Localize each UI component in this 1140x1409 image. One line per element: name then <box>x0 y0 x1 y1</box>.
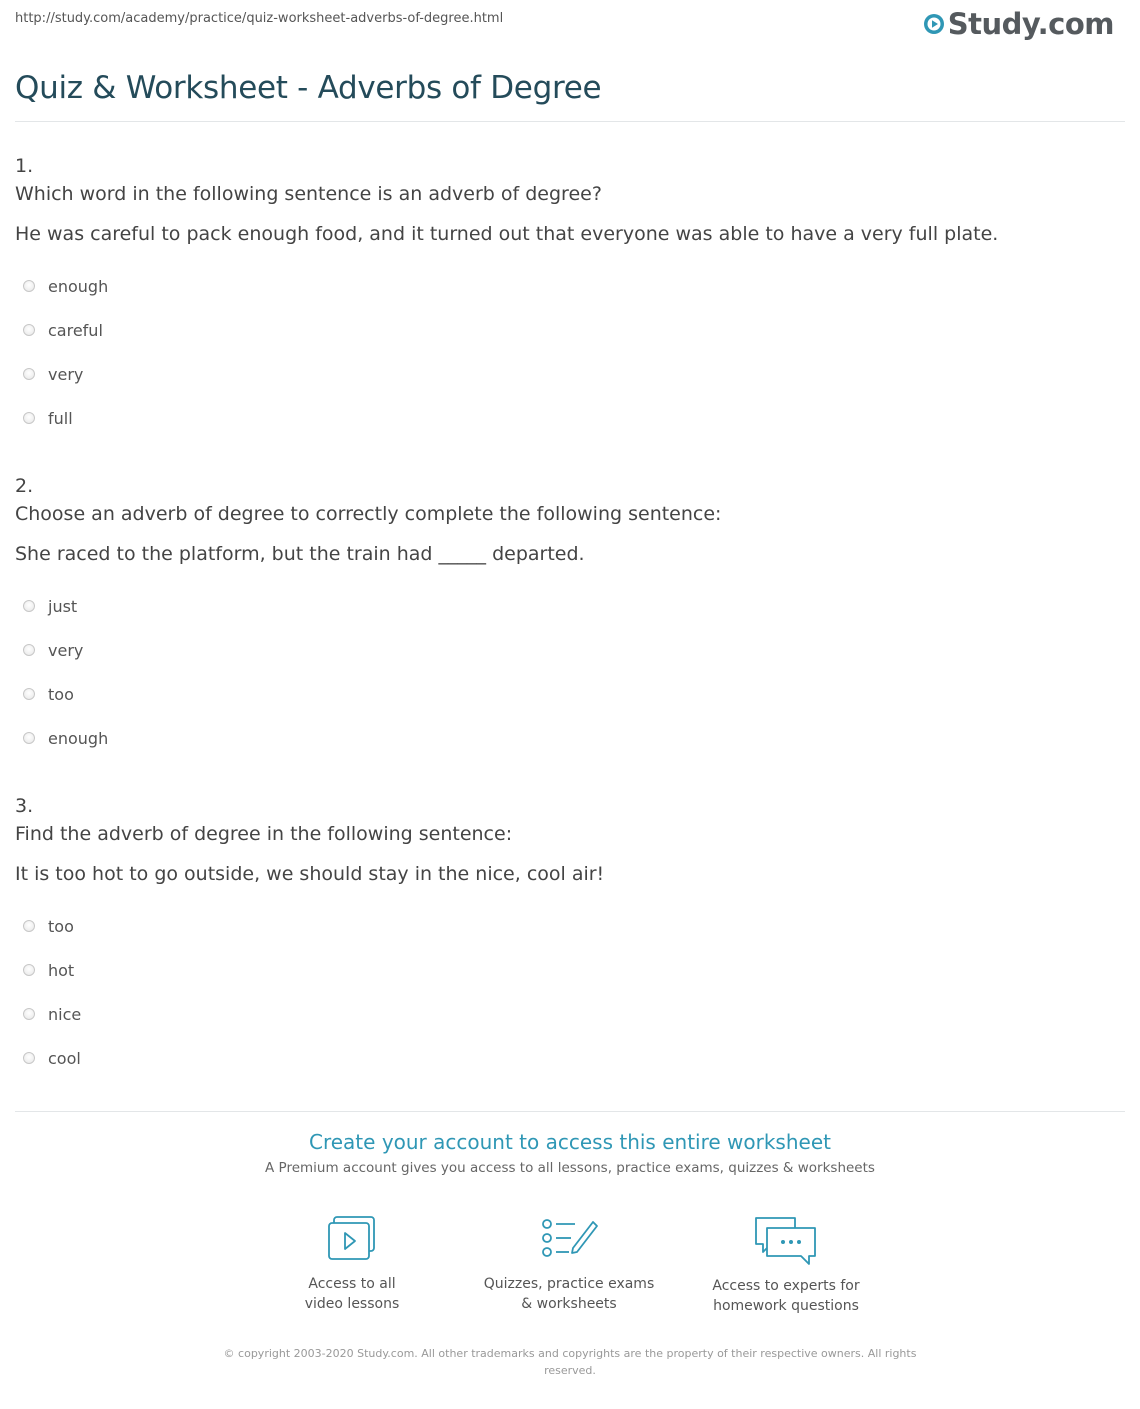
question-3 <box>15 794 1125 1080</box>
page-title: Quiz & Worksheet - Adverbs of Degree <box>15 70 602 106</box>
feature-line: homework questions <box>713 1298 859 1314</box>
option-label: enough <box>48 276 109 296</box>
radio-button[interactable] <box>23 920 35 932</box>
top-bar <box>0 0 1140 60</box>
feature-line: Quizzes, practice exams <box>483 1276 655 1292</box>
feature-line: & worksheets <box>521 1296 617 1312</box>
question-1 <box>15 154 1125 440</box>
radio-button[interactable] <box>23 1052 35 1064</box>
option-label: careful <box>48 320 103 340</box>
radio-button[interactable] <box>23 1008 35 1020</box>
radio-button[interactable] <box>23 732 35 744</box>
option-label: full <box>48 408 73 428</box>
option-label: nice <box>48 1004 82 1024</box>
quiz-checklist-icon <box>539 1214 599 1264</box>
option-label: hot <box>48 960 75 980</box>
radio-button[interactable] <box>23 368 35 380</box>
radio-button[interactable] <box>23 412 35 424</box>
copyright-line: reserved. <box>544 1364 596 1377</box>
question-prompt: Which word in the following sentence is an adverb of degree? <box>15 183 602 205</box>
radio-button[interactable] <box>23 688 35 700</box>
answer-option[interactable] <box>15 308 1125 352</box>
copyright-line: © copyright 2003-2020 Study.com. All other trademarks and copyrights are the property of their respective owners. All rights <box>223 1347 917 1360</box>
answer-options <box>15 584 1125 760</box>
answer-option[interactable] <box>15 628 1125 672</box>
premium-promo <box>0 1130 1140 1176</box>
radio-button[interactable] <box>23 964 35 976</box>
page-url[interactable]: http://study.com/academy/practice/quiz-worksheet-adverbs-of-degree.html <box>15 11 504 26</box>
answer-option[interactable] <box>15 584 1125 628</box>
answer-option[interactable] <box>15 672 1125 716</box>
answer-option[interactable] <box>15 716 1125 760</box>
study-logo[interactable] <box>923 6 1114 42</box>
radio-button[interactable] <box>23 644 35 656</box>
option-label: just <box>48 596 78 616</box>
question-number: 2. <box>15 475 34 497</box>
answer-option[interactable] <box>15 904 1125 948</box>
option-label: cool <box>48 1048 81 1068</box>
question-prompt: Choose an adverb of degree to correctly complete the following sentence: <box>15 503 722 525</box>
play-logo-icon <box>923 13 945 35</box>
feature-line: video lessons <box>304 1296 400 1312</box>
question-2 <box>15 474 1125 760</box>
question-sentence: She raced to the platform, but the train had _____ departed. <box>15 543 585 565</box>
answer-options <box>15 264 1125 440</box>
option-label: too <box>48 916 74 936</box>
answer-option[interactable] <box>15 264 1125 308</box>
video-lessons-icon <box>326 1214 378 1264</box>
promo-title[interactable]: Create your account to access this entire worksheet <box>309 1130 831 1154</box>
option-label: very <box>48 364 84 384</box>
question-sentence: He was careful to pack enough food, and it turned out that everyone was able to have a very full plate. <box>15 223 999 245</box>
answer-option[interactable] <box>15 992 1125 1036</box>
chat-bubbles-icon <box>753 1214 819 1266</box>
feature-text <box>252 1274 452 1314</box>
feature-line: Access to all <box>308 1276 396 1292</box>
answer-option[interactable] <box>15 948 1125 992</box>
feature-list <box>0 1214 1140 1324</box>
option-label: enough <box>48 728 109 748</box>
promo-subtitle: A Premium account gives you access to all lessons, practice exams, quizzes & worksheets <box>265 1160 875 1176</box>
question-number: 3. <box>15 795 34 817</box>
feature-text <box>469 1274 669 1314</box>
radio-button[interactable] <box>23 280 35 292</box>
divider <box>15 1111 1125 1112</box>
copyright-notice <box>215 1345 925 1379</box>
feature-line: Access to experts for <box>712 1278 860 1294</box>
question-prompt: Find the adverb of degree in the following sentence: <box>15 823 513 845</box>
answer-option[interactable] <box>15 352 1125 396</box>
feature-quizzes <box>469 1214 669 1314</box>
question-sentence: It is too hot to go outside, we should stay in the nice, cool air! <box>15 863 605 885</box>
logo-text: Study.com <box>947 7 1114 41</box>
answer-option[interactable] <box>15 396 1125 440</box>
answer-options <box>15 904 1125 1080</box>
option-label: very <box>48 640 84 660</box>
option-label: too <box>48 684 74 704</box>
feature-video-lessons <box>252 1214 452 1314</box>
feature-text <box>686 1276 886 1316</box>
radio-button[interactable] <box>23 324 35 336</box>
answer-option[interactable] <box>15 1036 1125 1080</box>
radio-button[interactable] <box>23 600 35 612</box>
divider <box>15 121 1125 122</box>
question-number: 1. <box>15 155 34 177</box>
feature-experts <box>686 1214 886 1316</box>
